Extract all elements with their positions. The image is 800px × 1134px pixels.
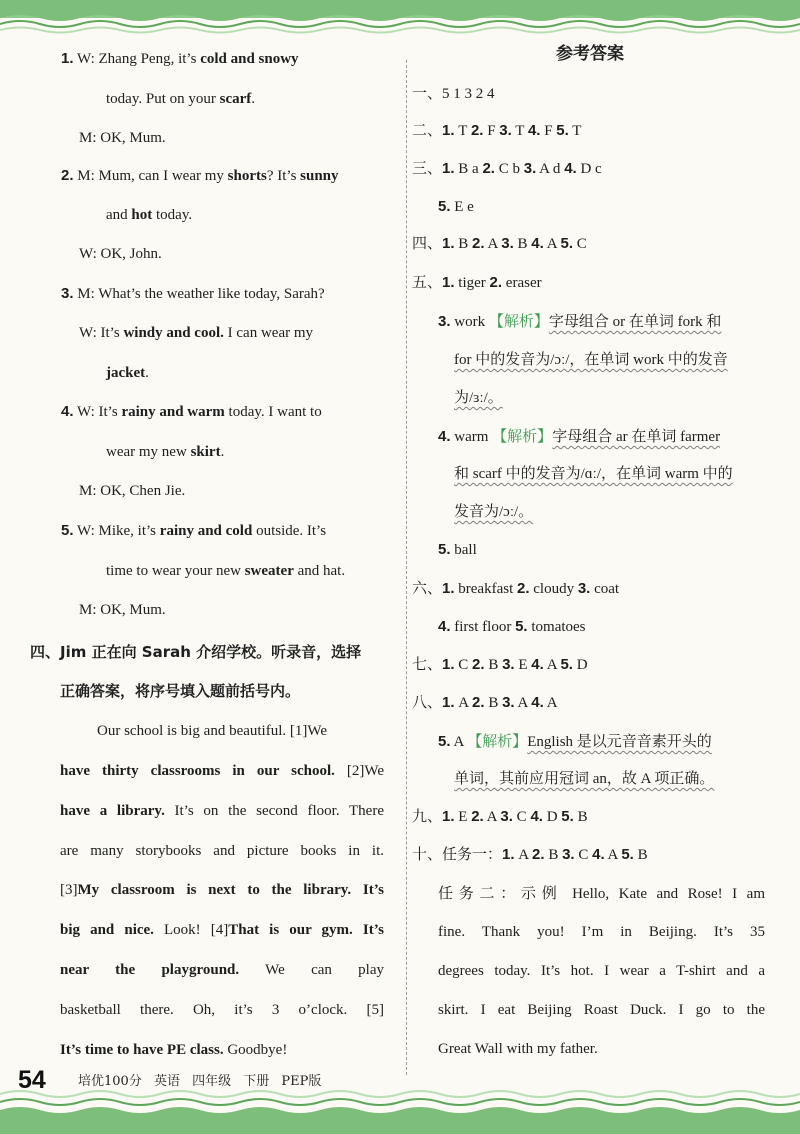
answer-row-9: 九、1. E 2. A 3. C 4. D 5. B	[412, 808, 588, 825]
passage-line: have a library. It’s on the second floor. There	[60, 803, 384, 819]
transcript-line: W: It’s windy and cool. I can wear my	[79, 325, 314, 341]
answer-row-5: 五、1. tiger 2. eraser	[412, 274, 542, 291]
passage-line: basketball there. Oh, it’s 3 o’clock. [5]	[60, 1002, 384, 1018]
passage-line: [3]My classroom is next to the library. It’s	[60, 882, 384, 898]
task-two-line: skirt. I eat Beijing Roast Duck. I go to the	[438, 1002, 765, 1018]
answer-row-8: 八、1. A 2. B 3. A 4. A	[412, 694, 558, 711]
answer-row-1: 一、5 1 3 2 4	[412, 86, 495, 102]
answer-8-5-analysis: 5. A 【解析】English 是以元音音素开头的	[438, 732, 712, 750]
analysis-line: 为/ɜː/。	[454, 390, 503, 406]
analysis-line: 单词，其前应用冠词 an，故 A 项正确。	[454, 771, 715, 787]
transcript-line: M: OK, Chen Jie.	[79, 483, 186, 499]
answer-row-2: 二、1. T 2. F 3. T 4. F 5. T	[412, 122, 582, 139]
answer-row-7: 七、1. C 2. B 3. E 4. A 5. D	[412, 656, 588, 673]
transcript-line: 1. W: Zhang Peng, it’s cold and snowy	[61, 50, 299, 67]
analysis-line: 发音为/ɔː/。	[454, 504, 534, 520]
answer-row-6: 六、1. breakfast 2. cloudy 3. coat	[412, 580, 620, 597]
passage-line: near the playground. We can play	[60, 962, 384, 978]
answer-row-3-cont: 5. E e	[438, 198, 474, 215]
book-footer: 培优100分 英语 四年级 下册 PEP版	[78, 1074, 322, 1089]
transcript-line: jacket.	[106, 365, 149, 381]
transcript-line: 3. M: What’s the weather like today, Sarah?	[61, 285, 325, 302]
task-two-line: 任务二：示例 Hello, Kate and Rose! I am	[438, 886, 765, 902]
section-four-instruction: 四、Jim 正在向 Sarah 介绍学校。听录音，选择	[30, 643, 362, 661]
bottom-decorative-band	[0, 1086, 800, 1134]
transcript-line: 4. W: It’s rainy and warm today. I want to	[61, 403, 322, 420]
task-two-line: degrees today. It’s hot. I wear a T-shirt and a	[438, 963, 765, 979]
answer-row-3: 三、1. B a 2. C b 3. A d 4. D c	[412, 160, 602, 177]
passage-line: are many storybooks and picture books in it.	[60, 843, 384, 859]
passage-line: big and nice. Look! [4]That is our gym. It’s	[60, 922, 384, 938]
answer-5-3-analysis: 3. work 【解析】字母组合 or 在单词 fork 和	[438, 312, 722, 330]
transcript-line: 5. W: Mike, it’s rainy and cold outside. It’s	[61, 522, 327, 539]
answer-5-4-analysis: 4. warm 【解析】字母组合 ar 在单词 farmer	[438, 427, 721, 445]
passage-line: have thirty classrooms in our school. [2]We	[60, 763, 384, 779]
answer-row-4: 四、1. B 2. A 3. B 4. A 5. C	[412, 235, 587, 252]
column-divider	[406, 60, 407, 1075]
analysis-line: for 中的发音为/ɔː/，在单词 work 中的发音	[454, 352, 728, 368]
section-four-instruction: 正确答案，将序号填入题前括号内。	[60, 682, 301, 700]
transcript-line: time to wear your new sweater and hat.	[106, 563, 346, 579]
transcript-line: and hot today.	[106, 207, 193, 223]
transcript-line: today. Put on your scarf.	[106, 91, 256, 107]
transcript-line: W: OK, John.	[79, 246, 162, 262]
answer-key-title: 参考答案	[556, 44, 624, 64]
transcript-line: 2. M: Mum, can I wear my shorts? It’s sunny	[61, 167, 339, 184]
top-decorative-band	[0, 0, 800, 36]
task-two-line: fine. Thank you! I’m in Beijing. It’s 35	[438, 924, 765, 940]
answer-row-10: 十、任务一：1. A 2. B 3. C 4. A 5. B	[412, 846, 648, 863]
passage-line: Our school is big and beautiful. [1]We	[97, 723, 327, 739]
answer-5-5: 5. ball	[438, 541, 477, 558]
answer-row-6-cont: 4. first floor 5. tomatoes	[438, 618, 586, 635]
page-number: 54	[18, 1066, 46, 1094]
transcript-line: M: OK, Mum.	[79, 602, 166, 618]
passage-line: It’s time to have PE class. Goodbye!	[60, 1042, 288, 1058]
transcript-line: M: OK, Mum.	[79, 130, 166, 146]
transcript-line: wear my new skirt.	[106, 444, 225, 460]
task-two-line: Great Wall with my father.	[438, 1041, 598, 1057]
analysis-line: 和 scarf 中的发音为/ɑː/，在单词 warm 中的	[454, 466, 733, 482]
